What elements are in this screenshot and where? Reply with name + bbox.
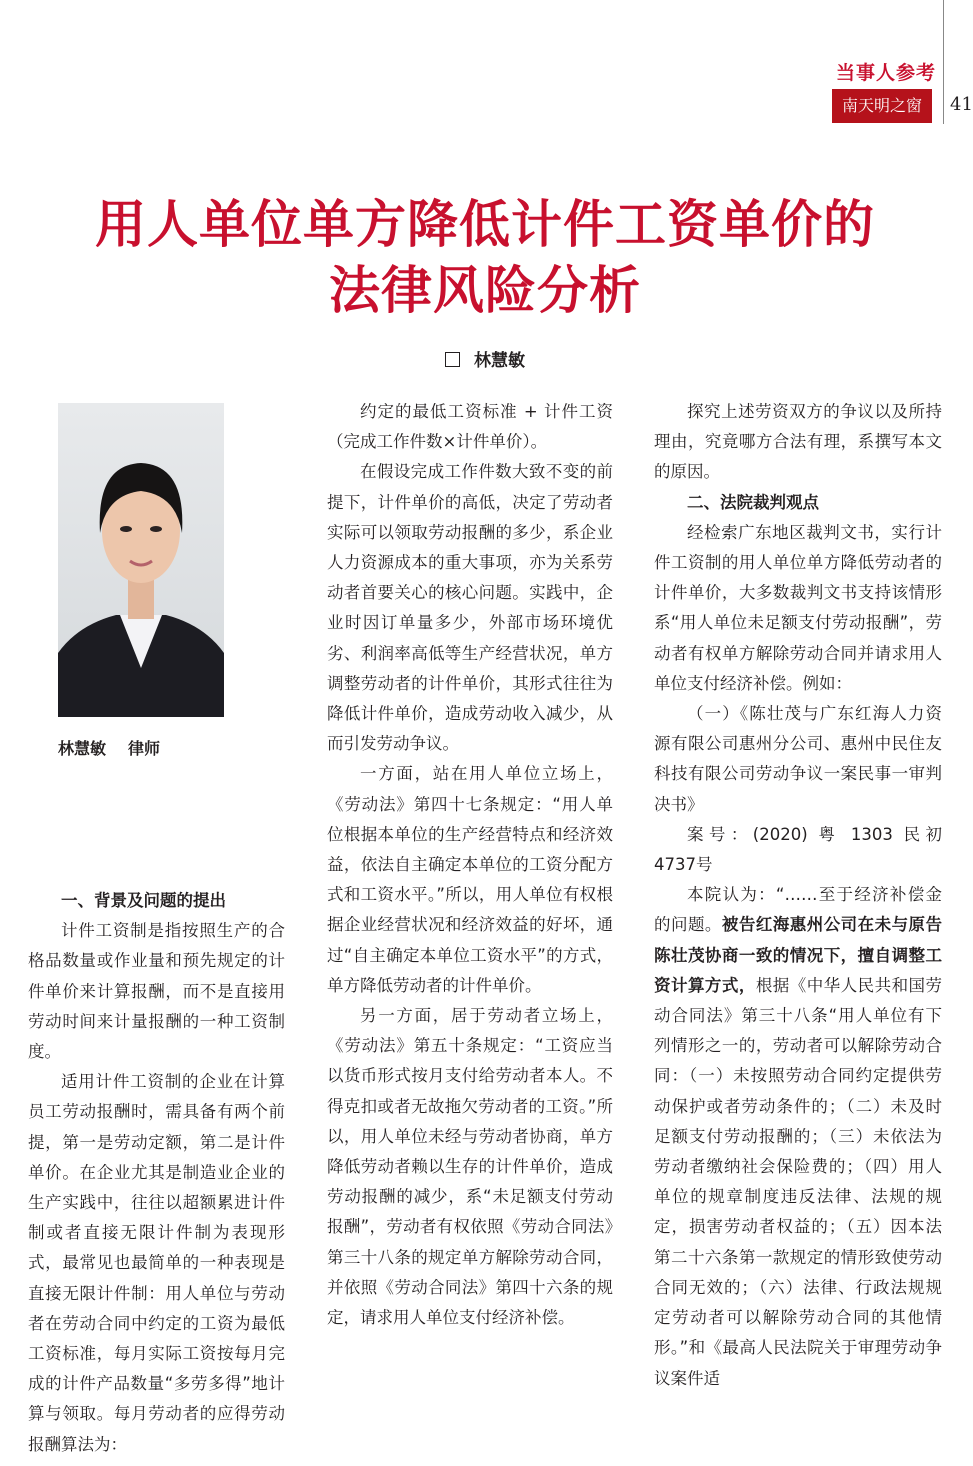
author-portrait-icon	[58, 403, 224, 717]
paragraph: 探究上述劳资双方的争议以及所持理由，究竟哪方合法有理，系撰写本文的原因。	[654, 402, 942, 482]
paragraph: 另一方面，居于劳动者立场上，《劳动法》第五十条规定：“工资应当以货币形式按月支付给劳动者本人。不得克扣或者无故拖欠劳动者的工资。”所以，用人单位未经与劳动者协商，单方降低劳动者赖以生存的计件单价，造成劳动报酬的减少，系“未足额支付劳动报酬”，劳动者有权依照《劳动合同法》第三十八条的规定单方解除劳动合同，并依照《劳动合同法》第四十六条的规定，请求用人单位支付经济补偿。	[327, 1006, 613, 1328]
section-label: 当事人参考	[835, 62, 936, 84]
paragraph: （一）《陈壮茂与广东红海人力资源有限公司惠州分公司、惠州中民住友科技有限公司劳动争议一案民事一审判决书》	[654, 704, 942, 814]
paragraph: 案号：(2020) 粤 1303 民初 4737号	[654, 824, 942, 875]
column-3	[654, 397, 942, 1394]
byline	[0, 346, 970, 371]
article-title-line2: 法律风险分析	[328, 262, 641, 321]
column-2	[327, 397, 613, 1333]
page-number: 41	[950, 94, 973, 115]
header-divider-line	[943, 0, 944, 124]
author-photo	[58, 403, 224, 717]
photo-caption	[58, 736, 160, 759]
paragraph: 约定的最低工资标准 + 计件工资（完成工作件数×计件单价）。	[327, 402, 613, 452]
text-run: 根据《中华人民共和国劳动合同法》第三十八条“用人单位有下列情形之一的，劳动者可以解除劳动合同：（一）未按照劳动合同约定提供劳动保护或者劳动条件的；（二）未及时足额支付劳动报酬的；（三）未依法为劳动者缴纳社会保险费的；（四）用人单位的规章制度违反法律、法规的规定，损害劳动者权益的；（五）因本法第二十六条第一款规定的情形致使劳动合同无效的；（六）法律、行政法规规定劳动者可以解除劳动合同的其他情形。”和《最高人民法院关于审理劳动争议案件适	[654, 975, 942, 1388]
section-heading-2: 二、法院裁判观点	[687, 492, 819, 512]
paragraph	[654, 880, 942, 1393]
paragraph: 在假设完成工作件数大致不变的前提下，计件单价的高低，决定了劳动者实际可以领取劳动报酬的多少，系企业人力资源成本的重大事项，亦为关系劳动者首要关心的核心问题。实践中，企业时因订单量多少，外部市场环境优劣、利润率高低等生产经营状况，单方调整劳动者的计件单价，其形式往往为降低计件单价，造成劳动收入减少，从而引发劳动争议。	[327, 462, 613, 754]
paragraph: 经检索广东地区裁判文书，实行计件工资制的用人单位单方降低劳动者的计件单价，大多数裁判文书支持该情形系“用人单位未足额支付劳动报酬”，劳动者有权单方解除劳动合同并请求用人单位支付经济补偿。例如：	[654, 522, 942, 693]
author-name: 林慧敏	[474, 351, 525, 371]
column-tag: 南天明之窗	[832, 89, 932, 123]
column-1	[28, 886, 285, 1460]
article-title-line1: 用人单位单方降低计件工资单价的	[94, 196, 875, 255]
paragraph: 一方面，站在用人单位立场上，《劳动法》第四十七条规定：“用人单位根据本单位的生产经营特点和经济效益，依法自主确定本单位的工资分配方式和工资水平。”所以，用人单位有权根据企业经营状况和经济效益的好坏，通过“自主确定本单位工资水平”的方式，单方降低劳动者的计件单价。	[327, 764, 613, 995]
caption-name: 林慧敏	[58, 739, 107, 758]
emphasized-text: 被告红海惠州公司在未与原告陈壮茂协商一致的情况下，擅自调整工资计算方式，	[654, 915, 942, 995]
paragraph: 适用计件工资制的企业在计算员工劳动报酬时，需具备有两个前提，第一是劳动定额，第二是计件单价。在企业尤其是制造业企业的生产实践中，往往以超额累进计件制或者直接无限计件制为表现形式，最常见也最简单的一种表现是直接无限计件制：用人单位与劳动者在劳动合同中约定的工资为最低工资标准，每月实际工资按每月完成的计件产品数量“多劳多得”地计算与领取。每月劳动者的应得劳动报酬算法为：	[28, 1072, 285, 1454]
square-icon	[445, 352, 460, 367]
paragraph: 计件工资制是指按照生产的合格品数量或作业量和预先规定的计件单价来计算报酬，而不是直接用劳动时间来计量报酬的一种工资制度。	[28, 921, 285, 1062]
caption-role: 律师	[128, 739, 161, 758]
text-run: 本院认为：“……至于经济补偿金的问题。	[654, 885, 942, 935]
section-heading-1: 一、背景及问题的提出	[61, 891, 226, 910]
